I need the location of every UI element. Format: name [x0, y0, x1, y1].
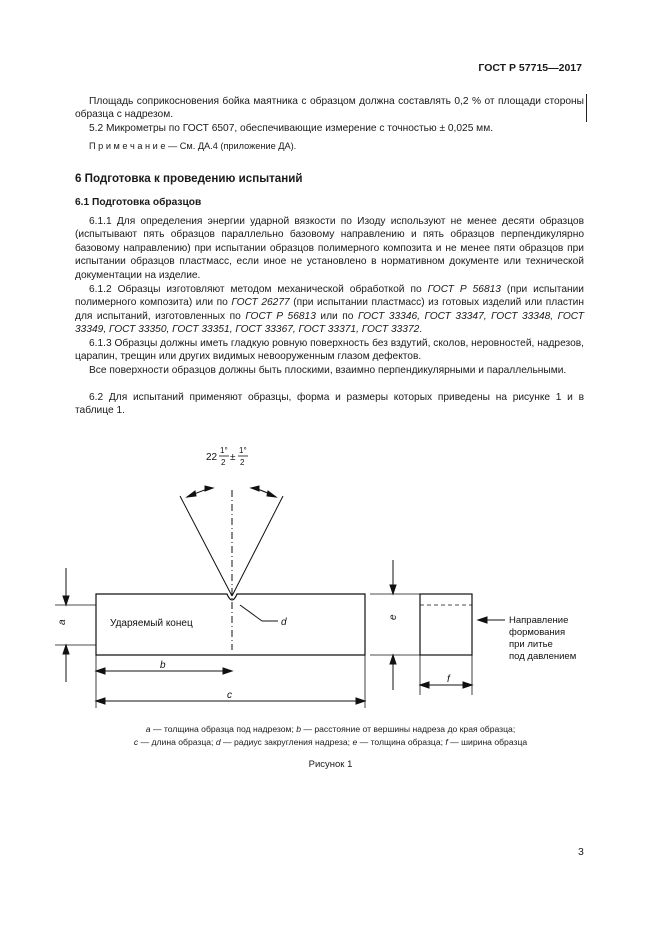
paragraph-contact-area: Площадь соприкосновения бойка маятника с образцом должна составлять 0,2 % от площади стороны образца с надрезом.: [75, 96, 584, 121]
legend-symbol: f: [445, 737, 448, 747]
std-ref: ГОСТ Р 56813: [245, 310, 316, 322]
legend-symbol: d: [215, 737, 221, 747]
direction-label-line: под давлением: [509, 651, 577, 662]
paragraph-6-1-3-b: Все поверхности образцов должны быть плоскими, взаимно перпендикулярными и параллельными.: [89, 365, 567, 376]
legend-text: — расстояние от вершины надреза до края образца;: [301, 724, 516, 734]
angle-numerator: 1°: [239, 446, 247, 455]
direction-label-line: Направление: [509, 615, 569, 626]
section-title: 6 Подготовка к проведению испытаний: [75, 172, 303, 185]
arrowhead: [63, 596, 69, 605]
wedge-left-edge: [180, 496, 232, 596]
angle-whole: 22: [206, 452, 218, 463]
note: [75, 140, 584, 153]
subsection-title: 6.1 Подготовка образцов: [75, 197, 202, 208]
angle-numerator: 1°: [220, 446, 228, 455]
label-b: b: [160, 660, 166, 671]
angle-label: [206, 446, 248, 467]
legend-text: — радиус закругления надреза;: [220, 737, 353, 747]
text-run: или по: [315, 310, 358, 322]
label-e: e: [388, 614, 399, 620]
std-ref: ГОСТ 26277: [231, 297, 290, 309]
page-number: 3: [578, 846, 584, 858]
paragraph-6-1-1: 6.1.1 Для определения энергии ударной вязкости по Изоду используют не менее десяти образцов (испытывают пять образцов параллельно базовому направлению и пять образцов перпендикулярно базовому направлению) при испытании образцов полимерного композита и не менее пяти образцов при испытании образцов пластмасс, если иное не установлено в нормативном документе или технической документации на изделие.: [75, 216, 584, 281]
arrowhead: [223, 668, 232, 674]
std-ref: ГОСТ 33346, ГОСТ 33347, ГОСТ 33348, ГОСТ 33349, ГОСТ 33350, ГОСТ 33351, ГОСТ 33367, ГОСТ 33371, ГОСТ 33372: [75, 310, 585, 336]
angle-denominator: 2: [240, 458, 245, 467]
arrowhead: [96, 698, 105, 704]
label-c: c: [227, 690, 232, 701]
legend-text: — длина образца;: [138, 737, 216, 747]
text-run: (при испытании полимерного композита) или по: [75, 284, 584, 309]
arrowhead: [251, 486, 259, 491]
struck-end-label: Ударяемый конец: [110, 618, 193, 629]
plus-minus: ±: [230, 452, 236, 463]
arrowhead: [356, 698, 365, 704]
document-id: ГОСТ Р 57715—2017: [478, 62, 582, 74]
change-bar: [586, 94, 587, 122]
figure-title: Рисунок 1: [308, 759, 353, 770]
legend-symbol: e: [352, 737, 358, 747]
arrowhead: [63, 645, 69, 654]
arrowhead: [96, 668, 105, 674]
direction-label-line: формования: [509, 627, 566, 638]
leader-d: [240, 605, 262, 621]
paragraph-6-1-3: 6.1.3 Образцы должны иметь гладкую ровную поверхность без вздутий, сколов, неровностей, надрезов, царапин, трещин или других видимых невооруженным глазом дефектов.: [75, 338, 584, 363]
legend-symbol: a: [145, 724, 151, 734]
note-text: — См. ДА.4 (приложение ДА).: [165, 141, 297, 151]
figure-legend-line-2: [0, 734, 661, 750]
arrowhead: [478, 617, 487, 623]
paragraph-6-1-2: [75, 283, 584, 337]
legend-text: — ширина образца: [447, 737, 528, 747]
std-ref: ГОСТ Р 56813: [427, 284, 501, 295]
direction-label-line: при литье: [509, 639, 553, 650]
text-run: 6.1.2 Образцы изготовляют методом механической обработкой по: [89, 284, 428, 295]
arrowhead: [187, 491, 196, 497]
label-a: a: [57, 619, 68, 625]
legend-symbol: b: [296, 724, 301, 734]
arrowhead: [267, 491, 276, 497]
paragraph-6-2: 6.2 Для испытаний применяют образцы, форма и размеры которых приведены на рисунке 1 и в таблице 1.: [75, 392, 584, 417]
legend-symbol: c: [133, 737, 139, 747]
wedge-right-edge: [232, 496, 283, 596]
specimen-figure: [0, 430, 661, 730]
note-label: П р и м е ч а н и е: [89, 141, 166, 151]
specimen-cross-section: [420, 594, 472, 655]
arrowhead: [390, 655, 396, 664]
label-f: f: [447, 674, 450, 685]
arrowhead: [390, 585, 396, 594]
legend-text: — толщина образца;: [357, 737, 446, 747]
text-run: .: [419, 324, 423, 336]
arrowhead: [463, 682, 472, 688]
arrowhead: [205, 486, 213, 491]
label-d: d: [281, 617, 287, 628]
paragraph-5-2: 5.2 Микрометры по ГОСТ 6507, обеспечивающие измерение с точностью ± 0,025 мм.: [89, 123, 494, 134]
text-run: (при испытании пластмасс) из готовых изделий или пластин для испытаний, изготовленных по: [75, 297, 584, 322]
legend-text: — толщина образца под надрезом;: [150, 724, 297, 734]
angle-denominator: 2: [221, 458, 226, 467]
arrowhead: [420, 682, 429, 688]
